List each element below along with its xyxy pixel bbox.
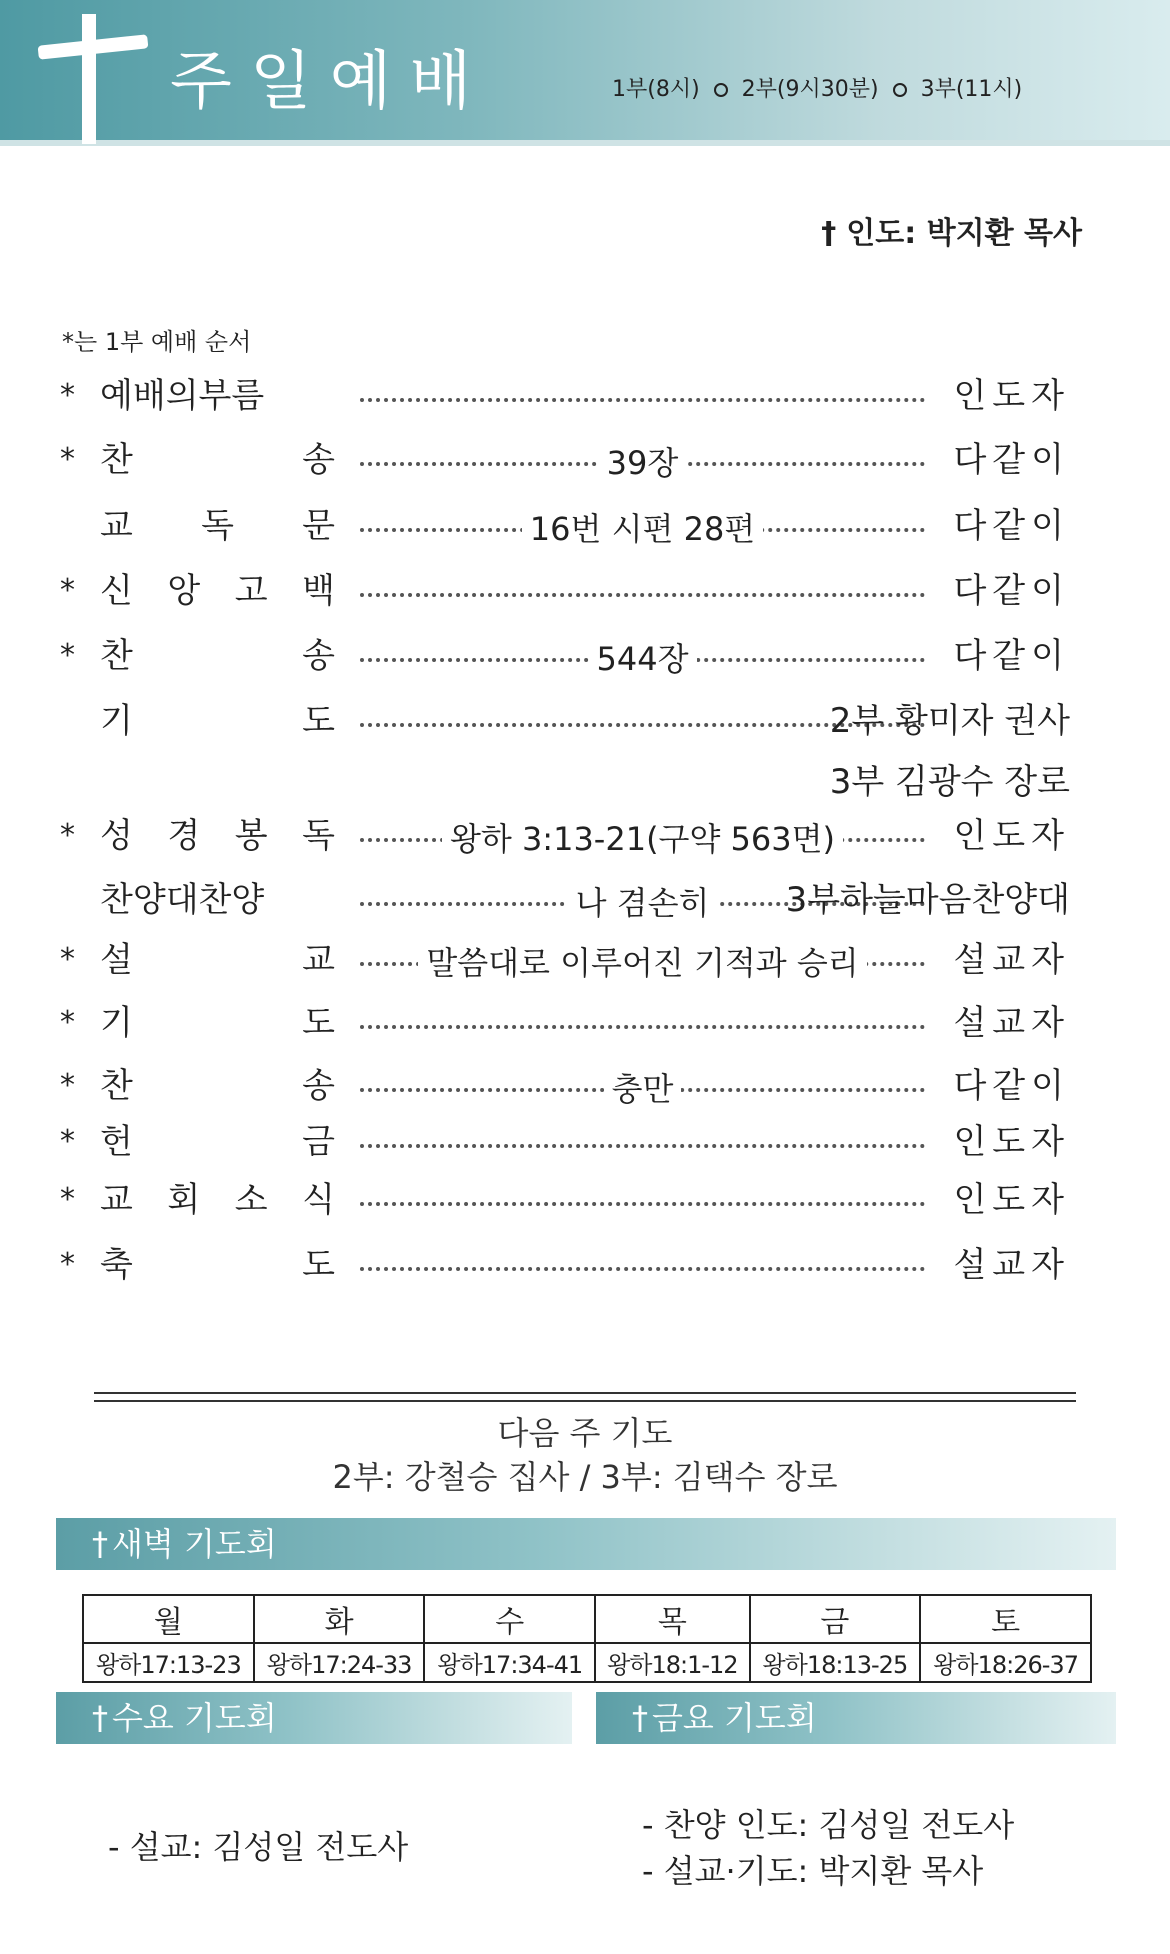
order-item-role: 다같이: [953, 1066, 1070, 1106]
order-item-char: 기: [100, 1003, 133, 1043]
service-time-1: 1부(8시): [612, 77, 700, 102]
order-item-char: 신: [100, 571, 133, 611]
order-item-detail-text: 16번 시편 28편: [522, 510, 763, 548]
dotted-leader: [360, 1025, 925, 1029]
scripture-cell: 왕하18:1-12: [595, 1643, 749, 1682]
order-item-char: 설: [100, 940, 133, 980]
order-row: [60, 808, 1070, 858]
order-item-char: 교: [100, 506, 133, 546]
day-cell: 월: [83, 1595, 254, 1643]
friday-prayer-heading: [596, 1692, 1116, 1744]
order-row: [60, 628, 1070, 678]
next-week-prayers: 2부: 강철승 집사 / 3부: 김택수 장로: [332, 1458, 838, 1496]
scripture-cell: 왕하18:13-25: [750, 1643, 921, 1682]
order-item-role: 다같이: [953, 571, 1070, 611]
table-row: [83, 1643, 1091, 1682]
order-item-char: 교: [100, 1180, 133, 1220]
wednesday-prayer-heading: [56, 1692, 572, 1744]
order-item-name: [100, 693, 335, 742]
order-row: [60, 432, 1070, 482]
order-item-char: 축: [100, 1245, 133, 1285]
required-mark: *: [60, 1182, 75, 1217]
order-item-role: 다같이: [953, 636, 1070, 676]
order-item-role: 설교자: [953, 940, 1070, 980]
order-item-char: 식: [302, 1180, 335, 1220]
required-mark: *: [60, 1247, 75, 1282]
table-row: [83, 1595, 1091, 1643]
order-item-name: [100, 1114, 335, 1163]
order-item-char: 헌: [100, 1122, 133, 1162]
order-row: [60, 995, 1070, 1045]
header-banner: [0, 0, 1170, 146]
prayer-extra: 3부 김광수 장로: [829, 762, 1070, 802]
order-item-name: [100, 1172, 335, 1221]
order-item-detail-text: 말씀대로 이루어진 기적과 승리: [418, 944, 866, 982]
service-time-3: 3부(11시): [920, 77, 1023, 102]
dotted-leader: [360, 398, 925, 402]
dotted-leader: [360, 593, 925, 597]
order-row: [60, 1172, 1070, 1222]
next-week-title: 다음 주 기도: [497, 1414, 673, 1452]
circle-separator-icon: [714, 83, 728, 97]
order-item-char: 찬: [100, 636, 133, 676]
required-mark: *: [60, 638, 75, 673]
order-item-name: [100, 498, 335, 547]
dawn-schedule-table: [82, 1594, 1092, 1683]
day-cell: 화: [254, 1595, 425, 1643]
order-item-name: [100, 872, 335, 921]
scripture-cell: 왕하18:26-37: [920, 1643, 1091, 1682]
order-item-role: 인도자: [953, 376, 1070, 416]
order-item-char: 앙: [167, 571, 201, 611]
page-title: 주일예배: [170, 45, 490, 119]
order-item-char: 소: [234, 1180, 268, 1220]
order-item-char: 문: [302, 506, 335, 546]
required-mark: *: [60, 442, 75, 477]
order-item-char: 독: [201, 506, 234, 546]
order-item-char: 송: [302, 636, 335, 676]
day-cell: 토: [920, 1595, 1091, 1643]
required-mark: *: [60, 378, 75, 413]
order-item-detail: [360, 1064, 925, 1110]
order-item-detail-text: 충만: [604, 1070, 682, 1108]
order-item-char: 금: [302, 1122, 335, 1162]
order-item-char: 송: [302, 440, 335, 480]
order-item-detail-text: 544장: [589, 640, 697, 678]
scripture-cell: 왕하17:24-33: [254, 1643, 425, 1682]
order-row: [60, 1237, 1070, 1287]
order-item-role: 설교자: [953, 1245, 1070, 1285]
order-item-name: [100, 1058, 335, 1107]
order-item-char: 독: [302, 816, 335, 856]
service-leader-text: 인도: 박지환 목사: [846, 216, 1082, 251]
friday-worship-leader: - 찬양 인도: 김성일 전도사: [642, 1806, 1015, 1844]
order-item-name: [100, 1237, 335, 1286]
order-item-char: 도: [302, 1003, 335, 1043]
required-mark: *: [60, 818, 75, 853]
order-item-name: [100, 432, 335, 481]
order-item-role: 인도자: [953, 816, 1070, 856]
required-mark: *: [60, 573, 75, 608]
order-item-role: 설교자: [953, 1003, 1070, 1043]
order-item-detail: [360, 814, 925, 860]
day-cell: 수: [424, 1595, 595, 1643]
order-item-detail: [360, 438, 925, 484]
order-item-char: 봉: [234, 816, 268, 856]
order-item-name: [100, 628, 335, 677]
dawn-prayer-title: 새벽 기도회: [112, 1525, 277, 1563]
dawn-prayer-heading: [56, 1518, 1116, 1570]
order-item-role: 다같이: [953, 440, 1070, 480]
order-row: [60, 563, 1070, 613]
required-mark: *: [60, 942, 75, 977]
order-item-char: 교: [302, 940, 335, 980]
order-row: [60, 1114, 1070, 1164]
order-note: *는 1부 예배 순서: [62, 328, 252, 356]
order-item-char: 경: [167, 816, 201, 856]
friday-sermon-prayer: - 설교·기도: 박지환 목사: [642, 1852, 984, 1890]
order-item-char: 도: [302, 701, 335, 741]
order-item-char: 기: [100, 701, 133, 741]
order-row: [60, 498, 1070, 548]
order-row: [60, 872, 1070, 922]
order-item-role: 2부 황미자 권사: [829, 701, 1070, 741]
day-cell: 목: [595, 1595, 749, 1643]
service-time-2: 2부(9시30분): [741, 77, 879, 102]
order-item-char: 송: [302, 1066, 335, 1106]
order-item-detail-text: 39장: [599, 444, 687, 482]
order-item-char: 예배의부름: [100, 376, 265, 416]
order-item-char: 회: [167, 1180, 201, 1220]
order-row: [60, 693, 1070, 743]
order-item-char: 찬: [100, 440, 133, 480]
order-item-role: 다같이: [953, 506, 1070, 546]
order-item-name: [100, 368, 335, 417]
cross-icon: [82, 14, 96, 144]
order-row: [60, 1058, 1070, 1108]
dagger-icon: †: [92, 1525, 108, 1563]
order-item-detail: [360, 634, 925, 680]
dotted-leader: [360, 1202, 925, 1206]
service-leader: [821, 208, 1082, 252]
dagger-icon: †: [92, 1699, 108, 1737]
required-mark: *: [60, 1005, 75, 1040]
order-item-detail: [360, 938, 925, 984]
order-row: [60, 368, 1070, 418]
order-item-role: 인도자: [953, 1180, 1070, 1220]
service-times: [612, 72, 1022, 103]
order-item-char: 성: [100, 816, 133, 856]
order-item-detail-text: 나 겸손히: [568, 884, 718, 922]
order-item-name: [100, 808, 335, 857]
order-item-name: [100, 932, 335, 981]
order-item-char: 백: [302, 571, 335, 611]
divider: [94, 1392, 1076, 1402]
circle-separator-icon: [893, 83, 907, 97]
required-mark: *: [60, 1068, 75, 1103]
order-item-role: 인도자: [953, 1122, 1070, 1162]
required-mark: *: [60, 1124, 75, 1159]
order-item-char: 찬양대찬양: [100, 880, 265, 920]
order-item-detail-text: 왕하 3:13-21(구약 563면): [442, 820, 843, 858]
wednesday-prayer-title: 수요 기도회: [112, 1699, 277, 1737]
order-item-char: 도: [302, 1245, 335, 1285]
order-item-role: 3부하늘마음찬양대: [785, 880, 1070, 920]
order-item-name: [100, 563, 335, 612]
order-item-char: 고: [234, 571, 268, 611]
order-item-detail: [360, 504, 925, 550]
order-item-name: [100, 995, 335, 1044]
friday-prayer-title: 금요 기도회: [652, 1699, 817, 1737]
dotted-leader: [360, 1144, 925, 1148]
order-item-char: 찬: [100, 1066, 133, 1106]
scripture-cell: 왕하17:13-23: [83, 1643, 254, 1682]
scripture-cell: 왕하17:34-41: [424, 1643, 595, 1682]
wednesday-sermon: - 설교: 김성일 전도사: [108, 1828, 409, 1866]
dagger-icon: †: [632, 1699, 648, 1737]
dagger-icon: †: [821, 216, 837, 251]
dotted-leader: [360, 1267, 925, 1271]
day-cell: 금: [750, 1595, 921, 1643]
order-row: [60, 932, 1070, 982]
